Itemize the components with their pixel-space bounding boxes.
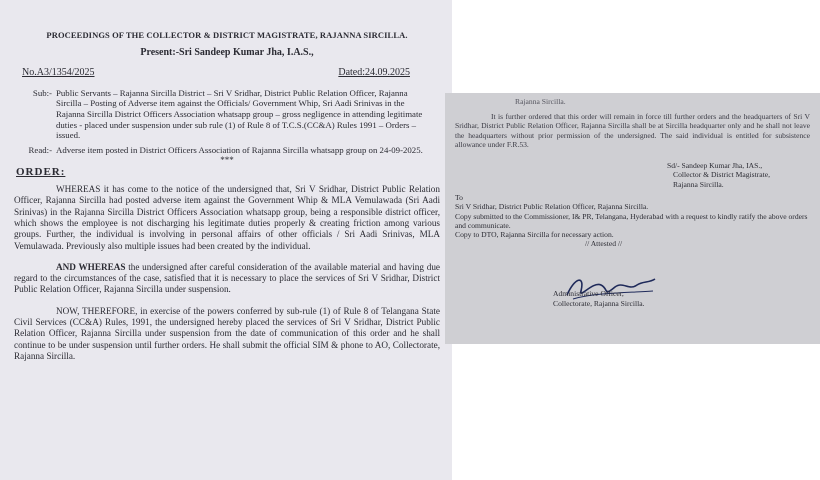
admin-place: Collectorate, Rajanna Sircilla.	[553, 298, 645, 308]
admin-title: Administrative Officer,	[553, 289, 624, 298]
now-therefore-text: in exercise of the powers conferred by sub-rule (1) of Rule 8 of Telangana State Civil Services (CC&A) Rules, 1991, the undersigned hereby placed the services of Sri V Sridhar, District Public Relation Officer, Rajanna Sircilla under suspension from the date of communication of this order and he shall continue to be under suspension until further orders. He shall submit the official SIM & phone to AO, Collectorate, Rajanna Sircilla.	[14, 305, 440, 361]
subject-key: Sub:-	[32, 87, 52, 98]
to-label: To	[455, 193, 463, 203]
further-order-paragraph: It is further ordered that this order will remain in force till further orders and the headquarters of Sri V Sridhar, District Public Relation Officer, Rajanna Sircilla shall be at Sircilla headquarter only and he shall not leave the headquarters without prior permission of the undersigned. The said individual is entitled for subsistence allowance under F.R.53.	[455, 112, 810, 149]
top-fragment: Rajanna Sircilla.	[515, 97, 566, 106]
order-heading: ORDER:	[16, 165, 66, 178]
signatory-name: Sd/- Sandeep Kumar Jha, IAS.,	[667, 161, 763, 171]
order-page-right	[445, 93, 820, 344]
read-key: Read:-	[28, 144, 52, 155]
attested-mark: // Attested //	[585, 239, 623, 249]
separator-stars: ***	[220, 155, 234, 166]
subject-block	[14, 88, 440, 141]
now-therefore-paragraph	[14, 306, 440, 362]
read-block	[14, 145, 440, 156]
signatory-title: Collector & District Magistrate,	[673, 170, 771, 180]
whereas-paragraph	[14, 184, 440, 252]
signatory-place: Rajanna Sircilla.	[673, 179, 724, 189]
copy-line-2: Copy to DTO, Rajanna Sircilla for necessary action.	[455, 230, 614, 240]
now-therefore-lead: NOW, THEREFORE,	[56, 305, 138, 316]
to-line: Sri V Sridhar, District Public Relation Officer, Rajanna Sircilla.	[455, 202, 649, 212]
proceedings-heading: PROCEEDINGS OF THE COLLECTOR & DISTRICT MAGISTRATE, RAJANNA SIRCILLA.	[46, 30, 408, 40]
and-whereas-text: the undersigned after careful consideration of the available material and having due regard to the circumstances of the case, satisfied that it is necessary to place the services of Sri V Sridhar, District Public Relation Officer, Rajanna Sircilla under suspension.	[14, 261, 440, 295]
reference-line	[22, 67, 410, 78]
order-date: Dated:24.09.2025	[338, 66, 410, 78]
and-whereas-paragraph	[14, 262, 440, 296]
whereas-lead: WHEREAS	[56, 184, 101, 195]
admin-officer-block	[553, 289, 645, 308]
read-text: Adverse item posted in District Officers Association of Rajanna Sircilla whatsapp group on 24-09-2025.	[56, 144, 423, 155]
present-line: Present:-Sri Sandeep Kumar Jha, I.A.S.,	[140, 47, 314, 59]
collector-signature-block	[667, 161, 810, 189]
copy-line-1: Copy submitted to the Commissioner, I& PR, Telangana, Hyderabad with a request to kindly ratify the above orders and communicate.	[455, 211, 808, 230]
whereas-text: it has come to the notice of the undersigned that, Sri V Sridhar, District Public Relation Officer, Rajanna Sircilla had posted adverse item against the Government Whip & MLA Vemulawada (Sri Aadi Srinivas) in the Rajanna Sircilla District Officers Association whatsapp group, being a responsible district officer, which shows the employee is not discharging his legitimate duties properly & creating friction among various groups. Further, the individual is involving in personal affairs of other officials / Sri Aadi Srinivas, MLA Vemulawada. Previously also multiple issues had been created by the individual.	[14, 184, 440, 251]
distribution-block	[455, 193, 810, 248]
reference-number: No.A3/1354/2025	[22, 66, 95, 78]
subject-text: Public Servants – Rajanna Sircilla District – Sri V Sridhar, District Public Relation Officer, Rajanna Sircilla – Posting of Adverse item against the Officials/ Government Whip, Sri Aadi Srinivas in the Rajanna Sircilla District Officers Association whatsapp group – gross negligence in attending legitimate duties - placed under suspension under sub rule (1) of Rule 8 of T.C.S.(CC&A) Rules 1991 – Orders – issued.	[56, 87, 423, 141]
and-whereas-lead: AND WHEREAS	[56, 261, 126, 272]
